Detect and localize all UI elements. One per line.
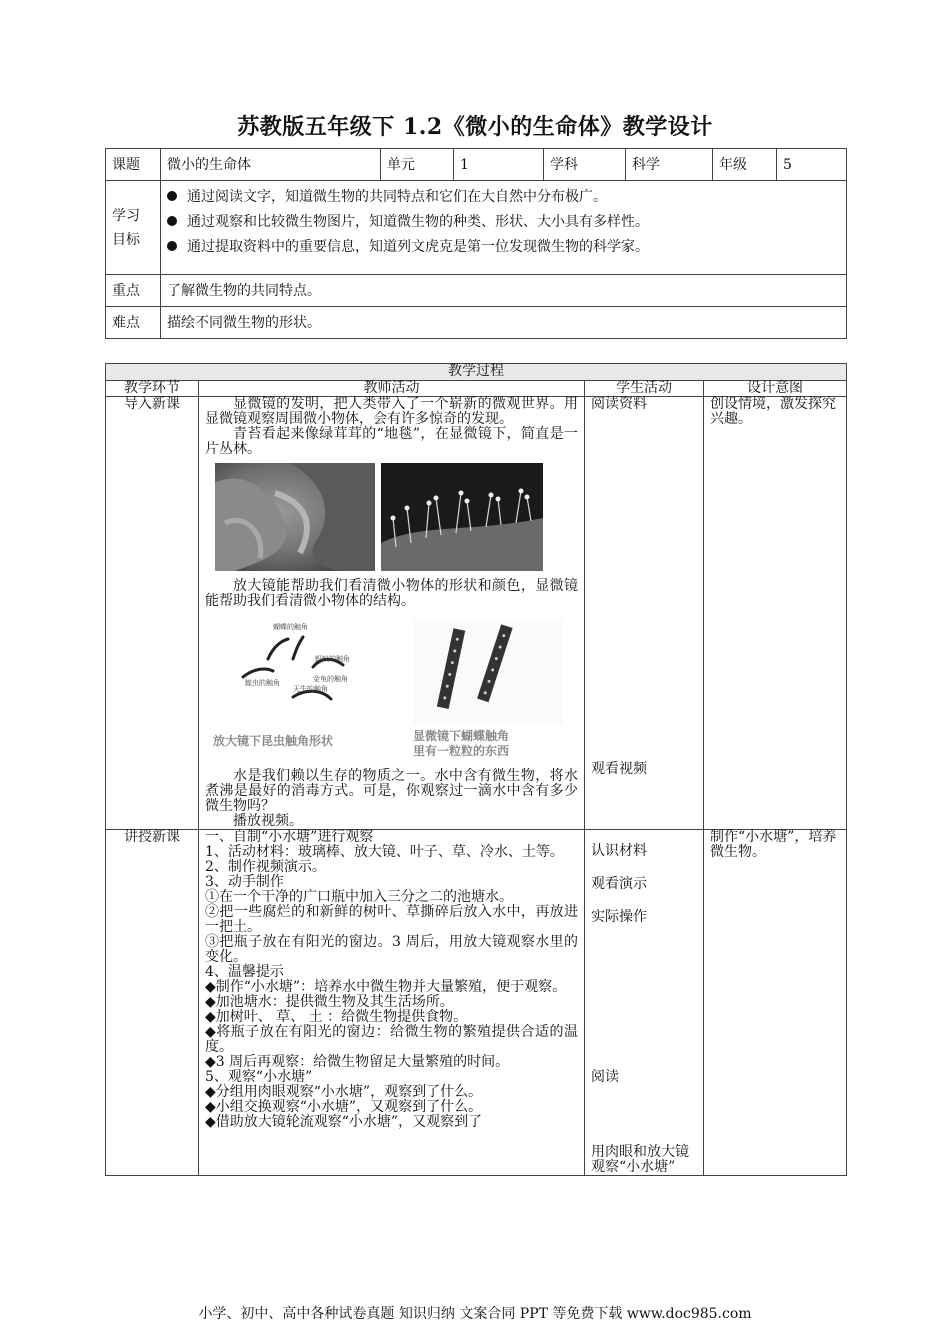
info-row-header <box>106 149 847 181</box>
teach-line: 5、观察“小水塘” <box>205 1069 313 1085</box>
microscope-antenna-image <box>413 619 563 724</box>
goals-label-line1: 学习 <box>112 207 140 224</box>
key-label: 重点 <box>106 275 161 307</box>
intro-student-cell <box>585 397 704 830</box>
intro-row <box>106 397 847 830</box>
info-row-goals <box>106 181 847 275</box>
teach-stage: 讲授新课 <box>106 830 199 1176</box>
teach-line: ◆制作“小水塘”：培养水中微生物并大量繁殖，便于观察。 <box>205 979 567 995</box>
bullet-icon <box>167 191 177 201</box>
microscope-figure <box>413 619 563 759</box>
info-row-key <box>106 275 847 307</box>
antenna-sketch <box>213 619 373 749</box>
antenna-label: 蚂蚁的触角 <box>315 655 350 663</box>
grade-label: 年级 <box>713 149 777 181</box>
moss-photos <box>215 463 578 571</box>
antenna-label: 蝴蝶的触角 <box>273 623 308 631</box>
unit-label: 单元 <box>381 149 454 181</box>
student-activity: 认识材料 <box>591 843 647 859</box>
process-columns-row <box>106 381 847 397</box>
column-teacher: 教师活动 <box>199 381 585 397</box>
teach-row <box>106 830 847 1176</box>
topic-value: 微小的生命体 <box>161 149 381 181</box>
info-row-difficulty <box>106 307 847 339</box>
antenna-drawing <box>213 619 373 729</box>
caption-magnifier: 放大镜下昆虫触角形状 <box>213 734 334 748</box>
student-activity: 观看视频 <box>591 761 647 777</box>
topic-label: 课题 <box>106 149 161 181</box>
teach-line: ◆3 周后再观察：给微生物留足大量繁殖的时间。 <box>205 1054 510 1070</box>
student-activity: 用肉眼和放大镜观察“小水塘” <box>591 1144 689 1175</box>
page-footer: 小学、初中、高中各种试卷真题 知识归纳 文案合同 PPT 等免费下载 www.doc985.com <box>198 1306 752 1322</box>
bullet-icon <box>167 216 177 226</box>
teach-line: 1、活动材料：玻璃棒、放大镜、叶子、草、冷水、土等。 <box>205 844 564 860</box>
column-student: 学生活动 <box>585 381 704 397</box>
difficulty-value: 描绘不同微生物的形状。 <box>161 307 847 339</box>
intro-teacher-cell <box>199 397 585 830</box>
teach-intent: 制作“小水塘”，培养微生物。 <box>704 830 847 1176</box>
teach-line: ◆小组交换观察“小水塘”，又观察到了什么。 <box>205 1099 483 1115</box>
moss-closeup-photo <box>215 463 375 571</box>
subject-label: 学科 <box>544 149 626 181</box>
intro-paragraph: 青苔看起来像绿茸茸的“地毯”，在显微镜下，简直是一片丛林。 <box>205 426 578 457</box>
student-activity: 观看演示 <box>591 876 647 892</box>
grade-value: 5 <box>777 149 847 181</box>
antenna-figures <box>213 619 578 759</box>
teach-line: 3、动手制作 <box>205 874 284 890</box>
teach-line: ①在一个干净的广口瓶中加入三分之二的池塘水。 <box>205 889 513 905</box>
intro-intent: 创设情境，激发探究兴趣。 <box>704 397 847 830</box>
teach-line: ◆加树叶、 草、 土 ：给微生物提供食物。 <box>205 1009 468 1025</box>
key-value: 了解微生物的共同特点。 <box>161 275 847 307</box>
goals-label-line2: 目标 <box>112 231 140 248</box>
teach-line: 4、温馨提示 <box>205 964 284 980</box>
teaching-process-table <box>105 363 847 1176</box>
teach-line: ◆借助放大镜轮流观察“小水塘”，又观察到了 <box>205 1114 483 1130</box>
student-activity: 阅读资料 <box>591 396 647 412</box>
moss-microscope-photo <box>381 463 543 571</box>
unit-value: 1 <box>454 149 544 181</box>
caption-microscope: 显微镜下蝴蝶触角 里有一粒粒的东西 <box>413 729 510 758</box>
student-activity: 实际操作 <box>591 909 647 925</box>
intro-paragraph: 放大镜能帮助我们看清微小物体的形状和颜色，显微镜能帮助我们看清微小物体的结构。 <box>205 578 578 609</box>
teach-line: ②把一些腐烂的和新鲜的树叶、草撕碎后放入水中，再放进一把土。 <box>205 904 578 935</box>
column-intent: 设计意图 <box>704 381 847 397</box>
antenna-label: 金龟的触角 <box>313 675 348 683</box>
antenna-label: 蝗虫的触角 <box>245 679 280 687</box>
intro-paragraph: 播放视频。 <box>233 813 303 829</box>
teach-line: ◆分组用肉眼观察“小水塘”，观察到了什么。 <box>205 1084 483 1100</box>
teach-teacher-cell <box>199 830 585 1176</box>
goal-item: 通过提取资料中的重要信息，知道列文虎克是第一位发现微生物的科学家。 <box>167 235 840 260</box>
goal-item: 通过阅读文字，知道微生物的共同特点和它们在大自然中分布极广。 <box>167 185 840 210</box>
intro-stage: 导入新课 <box>106 397 199 830</box>
teach-line: ◆将瓶子放在有阳光的窗边：给微生物的繁殖提供合适的温度。 <box>205 1024 578 1055</box>
column-stage: 教学环节 <box>106 381 199 397</box>
student-activity: 阅读 <box>591 1069 619 1085</box>
teach-line: 一、自制“小水塘”进行观察 <box>205 829 374 845</box>
bullet-icon <box>167 241 177 251</box>
teach-student-cell <box>585 830 704 1176</box>
subject-value: 科学 <box>626 149 713 181</box>
process-heading-row <box>106 364 847 381</box>
document-title: 苏教版五年级下 1.2《微小的生命体》教学设计 <box>237 114 713 140</box>
difficulty-label: 难点 <box>106 307 161 339</box>
antenna-label: 天牛的触角 <box>293 685 328 693</box>
process-heading: 教学过程 <box>106 364 847 381</box>
goal-item: 通过观察和比较微生物图片，知道微生物的种类、形状、大小具有多样性。 <box>167 210 840 235</box>
lesson-info-table <box>105 148 847 339</box>
teach-line: ③把瓶子放在有阳光的窗边。3 周后，用放大镜观察水里的变化。 <box>205 934 578 965</box>
teach-line: ◆加池塘水：提供微生物及其生活场所。 <box>205 994 454 1010</box>
intro-paragraph: 显微镜的发明，把人类带入了一个崭新的微观世界。用显微镜观察周围微小物体，会有许多惊奇的发现。 <box>205 396 578 427</box>
teach-line: 2、制作视频演示。 <box>205 859 326 875</box>
intro-paragraph: 水是我们赖以生存的物质之一。水中含有微生物，将水煮沸是最好的消毒方式。可是，你观察过一滴水中含有多少微生物吗？ <box>205 768 578 814</box>
